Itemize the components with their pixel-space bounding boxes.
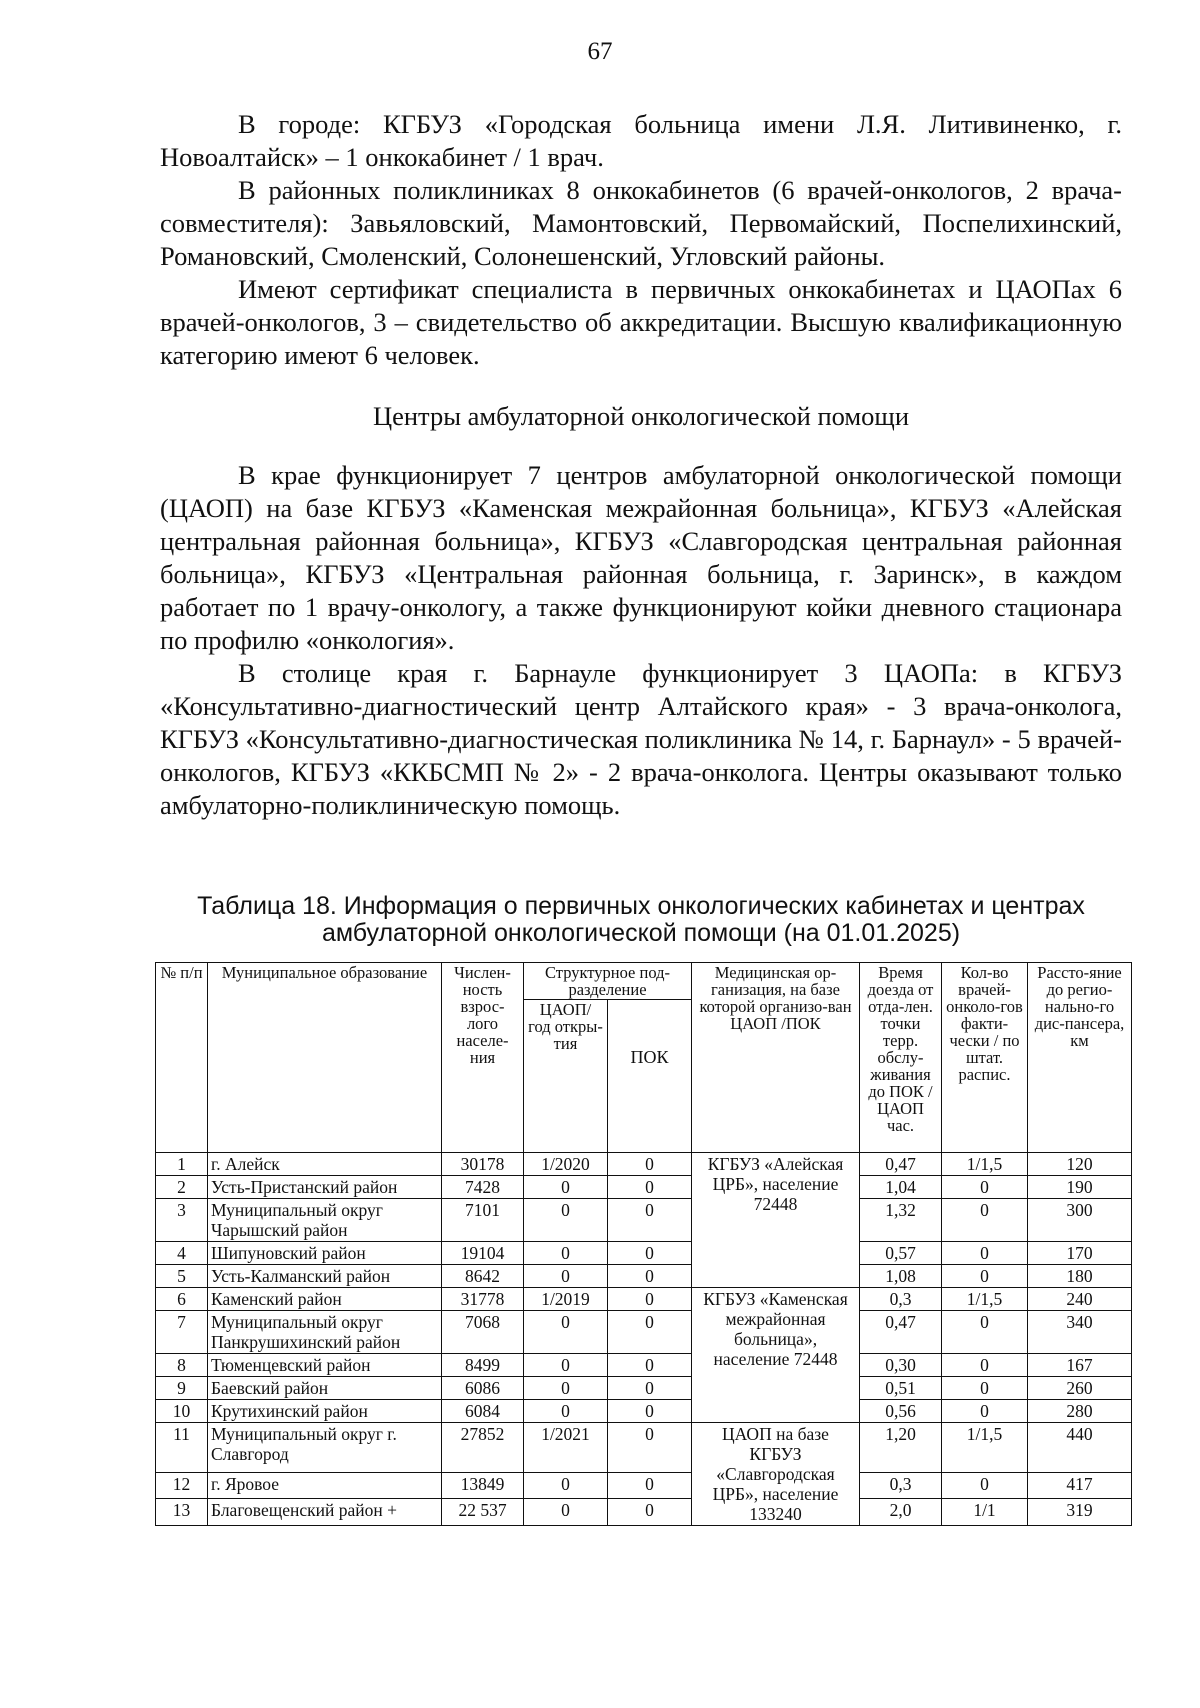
cell-population: 6084: [442, 1400, 524, 1423]
cell-num: 3: [156, 1199, 208, 1242]
cell-pok: 0: [608, 1423, 692, 1473]
cell-distance: 417: [1028, 1472, 1132, 1499]
cell-doctors: 0: [942, 1354, 1028, 1377]
table-row: [156, 1423, 1132, 1473]
cell-distance: 180: [1028, 1265, 1132, 1288]
cell-doctors: 0: [942, 1472, 1028, 1499]
cell-doctors: 1/1,5: [942, 1288, 1028, 1311]
table-caption-line: Таблица 18. Информация о первичных онкологических кабинетах и центрах: [197, 892, 1085, 920]
cell-time: 0,47: [860, 1153, 942, 1176]
cell-time: 0,30: [860, 1354, 942, 1377]
table-caption-line: амбулаторной онкологической помощи (на 01.01.2025): [321, 919, 961, 947]
table-row: [156, 1176, 1132, 1199]
cell-municipality: Муниципальный округ Чарышский район: [208, 1199, 442, 1242]
table-row: [156, 1242, 1132, 1265]
header-pok: [608, 1000, 692, 1153]
cell-caop: 0: [524, 1354, 608, 1377]
cell-pok: 0: [608, 1400, 692, 1423]
cell-municipality: Тюменцевский район: [208, 1354, 442, 1377]
cell-pok: 0: [608, 1242, 692, 1265]
table-row: [156, 1400, 1132, 1423]
cell-distance: 190: [1028, 1176, 1132, 1199]
table-row: [156, 1265, 1132, 1288]
cell-distance: 120: [1028, 1153, 1132, 1176]
cell-pok: 0: [608, 1354, 692, 1377]
cell-population: 7428: [442, 1176, 524, 1199]
cell-pok: 0: [608, 1176, 692, 1199]
header-municipality: Муниципальное образование: [208, 963, 442, 1153]
cell-time: 1,04: [860, 1176, 942, 1199]
cell-population: 6086: [442, 1377, 524, 1400]
cell-pok: 0: [608, 1472, 692, 1499]
header-med-org: Медицинская ор-ганизация, на базе которой организо-ван ЦАОП /ПОК: [692, 963, 860, 1153]
cell-num: 13: [156, 1499, 208, 1526]
cell-distance: 170: [1028, 1242, 1132, 1265]
cell-caop: 0: [524, 1265, 608, 1288]
cell-caop: 0: [524, 1499, 608, 1526]
cell-time: 0,3: [860, 1472, 942, 1499]
paragraph: В районных поликлиниках 8 онкокабинетов (6 врачей-онкологов, 2 врача-совместителя): Завьяловский, Мамонтовский, Первомайский, Поспелихинский, Романовский, Смоленский, Солонешенский, Угловский районы.: [160, 175, 1122, 271]
cell-municipality: Баевский район: [208, 1377, 442, 1400]
cell-municipality: Благовещенский район +: [208, 1499, 442, 1526]
cell-doctors: 1/1,5: [942, 1423, 1028, 1473]
header-population: Числен-ность взрос-лого населе-ния: [442, 963, 524, 1153]
cell-time: 0,47: [860, 1311, 942, 1354]
cell-num: 10: [156, 1400, 208, 1423]
cell-caop: 0: [524, 1176, 608, 1199]
cell-time: 0,51: [860, 1377, 942, 1400]
cell-population: 7068: [442, 1311, 524, 1354]
cell-med-org-group: КГБУЗ «Алейская ЦРБ», население 72448: [692, 1153, 860, 1288]
cell-caop: 0: [524, 1311, 608, 1354]
cell-num: 7: [156, 1311, 208, 1354]
cell-num: 1: [156, 1153, 208, 1176]
cell-time: 2,0: [860, 1499, 942, 1526]
cell-distance: 440: [1028, 1423, 1132, 1473]
cell-num: 8: [156, 1354, 208, 1377]
cell-caop: 0: [524, 1400, 608, 1423]
cell-municipality: Муниципальный округ г. Славгород: [208, 1423, 442, 1473]
table-row: [156, 1377, 1132, 1400]
cell-num: 6: [156, 1288, 208, 1311]
cell-municipality: Каменский район: [208, 1288, 442, 1311]
section-heading: Центры амбулаторной онкологической помощи: [372, 401, 910, 431]
cell-med-org-group: КГБУЗ «Каменская межрайонная больница», население 72448: [692, 1288, 860, 1423]
cell-population: 31778: [442, 1288, 524, 1311]
body-text: [160, 108, 1122, 822]
cell-population: 8642: [442, 1265, 524, 1288]
table-row: [156, 1354, 1132, 1377]
cell-time: 0,56: [860, 1400, 942, 1423]
cell-distance: 280: [1028, 1400, 1132, 1423]
cell-time: 1,20: [860, 1423, 942, 1473]
cell-population: 30178: [442, 1153, 524, 1176]
cell-num: 5: [156, 1265, 208, 1288]
cell-distance: 240: [1028, 1288, 1132, 1311]
cell-population: 22 537: [442, 1499, 524, 1526]
paragraph: Имеют сертификат специалиста в первичных онкокабинетах и ЦАОПах 6 врачей-онкологов, 3 – свидетельство об аккредитации. Высшую квалификационную категорию имеют 6 человек.: [160, 274, 1122, 370]
cell-pok: 0: [608, 1265, 692, 1288]
cell-municipality: Крутихинский район: [208, 1400, 442, 1423]
header-pok-label: ПОК: [630, 1047, 669, 1067]
cell-caop: 0: [524, 1377, 608, 1400]
cell-distance: 167: [1028, 1354, 1132, 1377]
cell-doctors: 1/1,5: [942, 1153, 1028, 1176]
cell-population: 7101: [442, 1199, 524, 1242]
cell-doctors: 0: [942, 1311, 1028, 1354]
cell-num: 12: [156, 1472, 208, 1499]
cell-time: 1,08: [860, 1265, 942, 1288]
cell-caop: 0: [524, 1199, 608, 1242]
cell-caop: 1/2019: [524, 1288, 608, 1311]
cell-doctors: 1/1: [942, 1499, 1028, 1526]
cell-municipality: г. Яровое: [208, 1472, 442, 1499]
cell-caop: 0: [524, 1242, 608, 1265]
cell-distance: 319: [1028, 1499, 1132, 1526]
header-structural-unit: Структурное под-разделение: [524, 963, 692, 1000]
cell-doctors: 0: [942, 1176, 1028, 1199]
table-row: [156, 1153, 1132, 1176]
cell-municipality: Шипуновский район: [208, 1242, 442, 1265]
page-number: 67: [587, 38, 613, 65]
cell-doctors: 0: [942, 1242, 1028, 1265]
cell-caop: 1/2020: [524, 1153, 608, 1176]
cell-doctors: 0: [942, 1377, 1028, 1400]
cell-num: 9: [156, 1377, 208, 1400]
cell-population: 27852: [442, 1423, 524, 1473]
cell-municipality: Муниципальный округ Панкрушихинский район: [208, 1311, 442, 1354]
cell-time: 0,57: [860, 1242, 942, 1265]
table-row: [156, 1472, 1132, 1499]
cell-doctors: 0: [942, 1400, 1028, 1423]
cell-num: 11: [156, 1423, 208, 1473]
table-row: [156, 1288, 1132, 1311]
cell-time: 1,32: [860, 1199, 942, 1242]
cell-distance: 300: [1028, 1199, 1132, 1242]
oncology-table: [155, 962, 1132, 1526]
cell-caop: 1/2021: [524, 1423, 608, 1473]
cell-pok: 0: [608, 1153, 692, 1176]
header-caop-year: ЦАОП/ год откры-тия: [524, 1000, 608, 1153]
cell-municipality: Усть-Пристанский район: [208, 1176, 442, 1199]
header-travel-time: Время доезда от отда-лен. точки терр. обслу-живания до ПОК / ЦАОП час.: [860, 963, 942, 1153]
cell-municipality: г. Алейск: [208, 1153, 442, 1176]
cell-distance: 260: [1028, 1377, 1132, 1400]
cell-pok: 0: [608, 1377, 692, 1400]
table-caption: [160, 893, 1122, 947]
table-row: [156, 1311, 1132, 1354]
paragraph: В городе: КГБУЗ «Городская больница имени Л.Я. Литивиненко, г. Новоалтайск» – 1 онкокабинет / 1 врач.: [160, 109, 1122, 172]
cell-pok: 0: [608, 1499, 692, 1526]
cell-pok: 0: [608, 1199, 692, 1242]
cell-pok: 0: [608, 1311, 692, 1354]
cell-population: 19104: [442, 1242, 524, 1265]
cell-distance: 340: [1028, 1311, 1132, 1354]
cell-municipality: Усть-Калманский район: [208, 1265, 442, 1288]
cell-time: 0,3: [860, 1288, 942, 1311]
cell-pok: 0: [608, 1288, 692, 1311]
cell-med-org-group: ЦАОП на базе КГБУЗ «Славгородская ЦРБ», население 133240: [692, 1423, 860, 1526]
header-distance: Рассто-яние до регио-нально-го дис-пансера, км: [1028, 963, 1132, 1153]
cell-doctors: 0: [942, 1199, 1028, 1242]
paragraph: В столице края г. Барнауле функционирует 3 ЦАОПа: в КГБУЗ «Консультативно-диагностический центр Алтайского края» - 3 врача-онколога, КГБУЗ «Консультативно-диагностическая поликлиника № 14, г. Барнаул» - 5 врачей-онкологов, КГБУЗ «ККБСМП № 2» - 2 врача-онколога. Центры оказывают только амбулаторно-поликлиническую помощь.: [160, 658, 1122, 820]
cell-num: 4: [156, 1242, 208, 1265]
cell-population: 13849: [442, 1472, 524, 1499]
header-num: № п/п: [156, 963, 208, 1153]
table-row: [156, 1199, 1132, 1242]
cell-population: 8499: [442, 1354, 524, 1377]
cell-num: 2: [156, 1176, 208, 1199]
cell-caop: 0: [524, 1472, 608, 1499]
paragraph: В крае функционирует 7 центров амбулаторной онкологической помощи (ЦАОП) на базе КГБУЗ «Каменская межрайонная больница», КГБУЗ «Алейская центральная районная больница», КГБУЗ «Славгородская центральная районная больница», КГБУЗ «Центральная районная больница, г. Заринск», в каждом работает по 1 врачу-онкологу, а также функционируют койки дневного стационара по профилю «онкология».: [160, 460, 1122, 655]
cell-doctors: 0: [942, 1265, 1028, 1288]
table-row: [156, 1499, 1132, 1526]
header-doctors: Кол-во врачей-онколо-гов факти-чески / по штат. распис.: [942, 963, 1028, 1153]
